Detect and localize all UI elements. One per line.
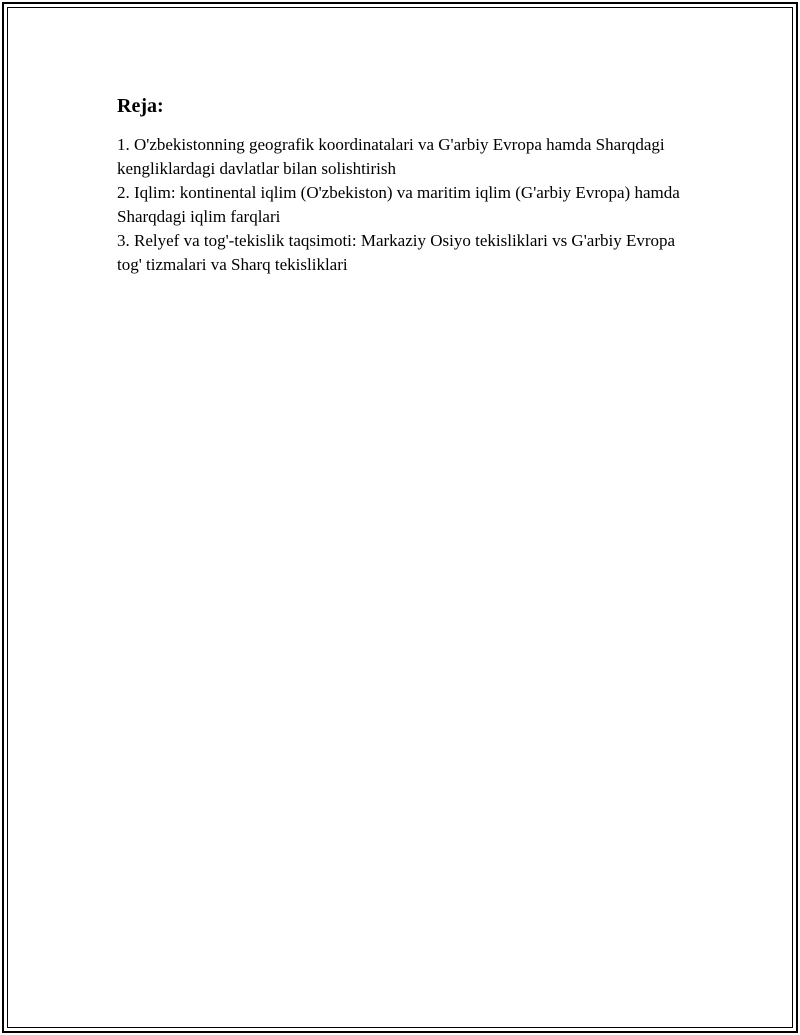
plan-item-1: 1. O'zbekistonning geografik koordinatalari va G'arbiy Evropa hamda Sharqdagi kengliklardagi davlatlar bilan solishtirish [117,135,665,178]
plan-item-3: 3. Relyef va tog'-tekislik taqsimoti: Markaziy Osiyo tekisliklari vs G'arbiy Evropa tog' tizmalari va Sharq tekisliklari [117,231,676,274]
plan-item-2: 2. Iqlim: kontinental iqlim (O'zbekiston) va maritim iqlim (G'arbiy Evropa) hamda Sharqdagi iqlim farqlari [117,183,680,226]
plan-list [117,133,687,277]
page-content [117,93,687,277]
plan-heading: Reja: [117,95,164,117]
